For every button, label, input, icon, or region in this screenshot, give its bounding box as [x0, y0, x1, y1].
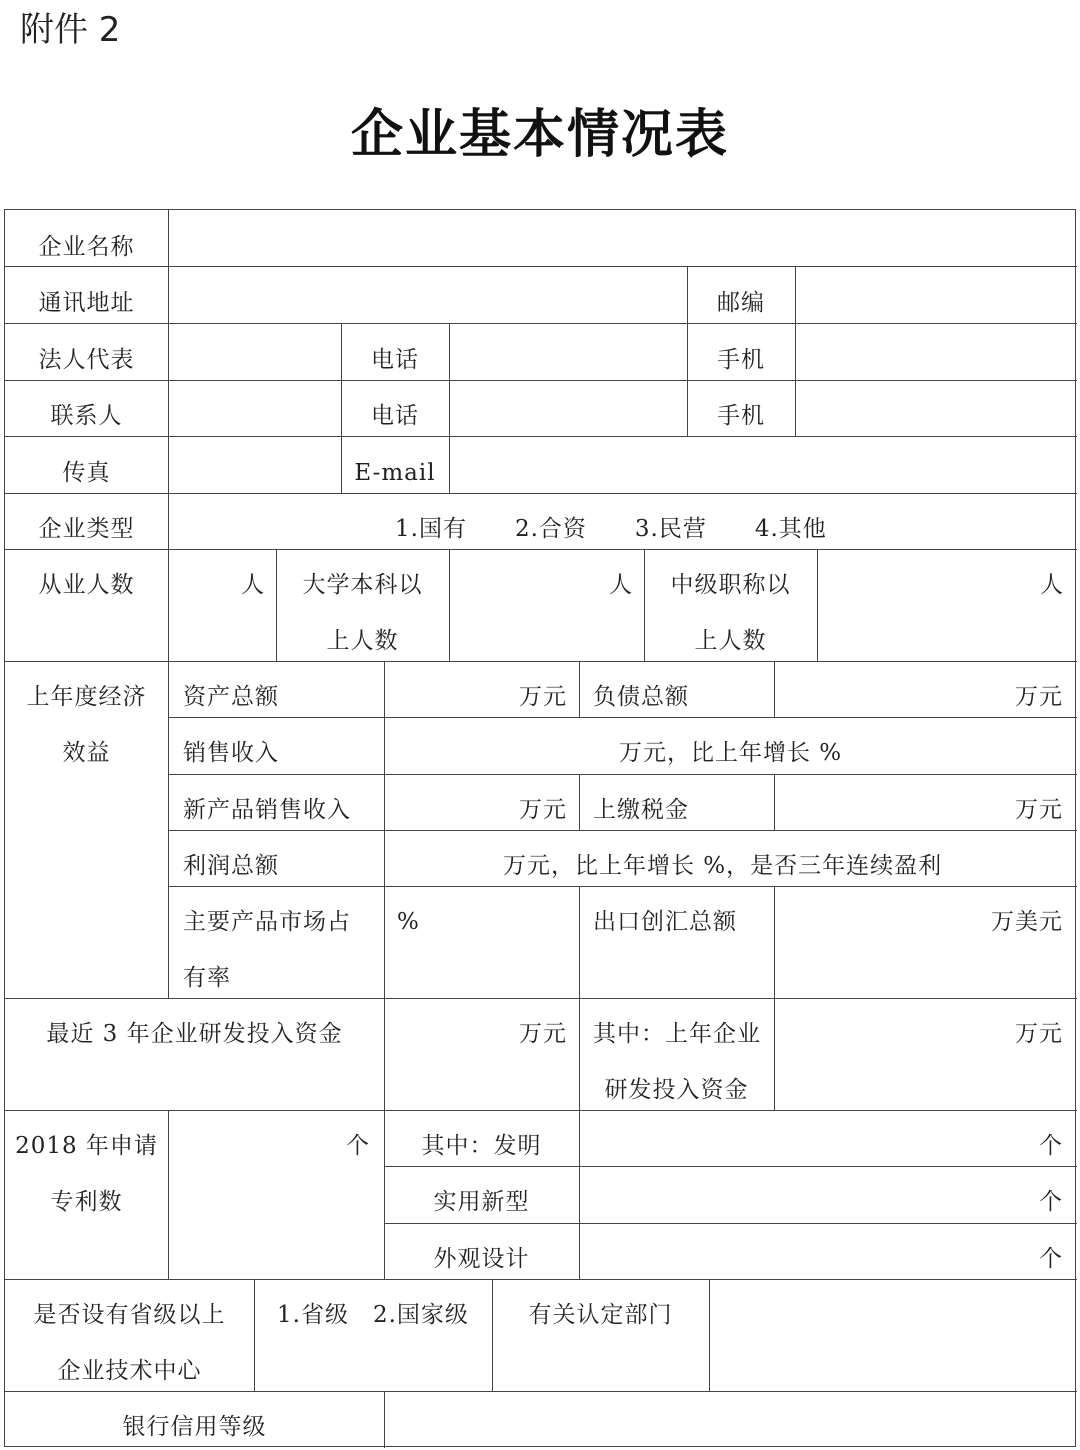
label-tax-paid: 上缴税金 [593, 797, 689, 823]
field-cert-dept[interactable] [710, 1280, 1076, 1390]
label-market-share-1: 主要产品市场占 [183, 909, 351, 935]
unit-employees: 人 [241, 572, 265, 598]
field-fax[interactable] [169, 437, 340, 492]
unit-tax-paid: 万元 [1015, 797, 1063, 823]
label-design: 外观设计 [433, 1246, 530, 1272]
label-rd-3yr: 最近 3 年企业研发投入资金 [46, 1021, 343, 1047]
label-email: E-mail [354, 460, 436, 486]
label-invention: 其中：发明 [421, 1133, 542, 1159]
label-legal-rep-phone: 电话 [371, 347, 419, 373]
unit-market-share: % [397, 909, 420, 935]
label-mid-title-1: 中级职称以 [670, 572, 791, 598]
profit-growth-text: 万元，比上年增长 %，是否三年连续盈利 [503, 853, 943, 879]
tech-center-levels[interactable]: 1.省级 2.国家级 [277, 1302, 469, 1328]
label-econ-2: 效益 [62, 740, 111, 766]
label-bachelor-2: 上人数 [326, 628, 399, 654]
form-title: 企业基本情况表 [350, 104, 729, 165]
company-type-options[interactable]: 1.国有 2.合资 3.民营 4.其他 [395, 516, 827, 542]
label-legal-rep: 法人代表 [38, 347, 135, 373]
field-company-name[interactable] [169, 211, 1075, 265]
field-email[interactable] [450, 437, 1076, 492]
label-market-share-2: 有率 [183, 965, 231, 991]
label-employees: 从业人数 [38, 572, 135, 598]
label-address: 通讯地址 [38, 290, 135, 316]
unit-new-product-sales: 万元 [519, 797, 567, 823]
sales-growth-text: 万元，比上年增长 % [619, 740, 843, 766]
attachment-label: 附件 2 [20, 10, 121, 50]
label-bachelor-1: 大学本科以 [302, 572, 423, 598]
field-contact-phone[interactable] [450, 381, 686, 435]
label-econ-1: 上年度经济 [26, 684, 147, 710]
label-patents-2: 专利数 [50, 1189, 123, 1215]
label-utility-model: 实用新型 [433, 1189, 530, 1215]
field-legal-rep-mobile[interactable] [796, 324, 1076, 379]
unit-invention: 个 [1039, 1133, 1063, 1159]
unit-mid-title: 人 [1040, 572, 1064, 598]
label-postcode: 邮编 [717, 290, 765, 316]
unit-bachelor: 人 [609, 572, 633, 598]
label-sales-income: 销售收入 [183, 740, 279, 766]
label-new-product-sales: 新产品销售收入 [183, 797, 351, 823]
label-total-profit: 利润总额 [183, 853, 279, 879]
label-total-liabilities: 负债总额 [593, 684, 689, 710]
label-company-name: 企业名称 [38, 234, 135, 260]
unit-design: 个 [1039, 1246, 1063, 1272]
label-tech-center-2: 企业技术中心 [57, 1358, 202, 1384]
label-total-assets: 资产总额 [183, 684, 279, 710]
field-address[interactable] [169, 267, 686, 322]
field-postcode[interactable] [796, 267, 1076, 322]
label-cert-dept: 有关认定部门 [528, 1302, 673, 1328]
unit-patents-total: 个 [346, 1133, 370, 1159]
unit-export-total: 万美元 [991, 909, 1063, 935]
unit-rd-3yr: 万元 [519, 1021, 567, 1047]
label-rd-lastyr-1: 其中：上年企业 [593, 1021, 761, 1047]
field-contact-mobile[interactable] [796, 381, 1076, 435]
field-legal-rep[interactable] [169, 324, 340, 379]
label-patents-1: 2018 年申请 [15, 1133, 158, 1159]
label-export-total: 出口创汇总额 [593, 909, 737, 935]
label-tech-center-1: 是否设有省级以上 [33, 1302, 226, 1328]
label-bank-credit: 银行信用等级 [122, 1414, 267, 1440]
label-fax: 传真 [62, 460, 111, 486]
label-contact-mobile: 手机 [717, 403, 765, 429]
field-bank-credit[interactable] [385, 1392, 1076, 1446]
field-contact[interactable] [169, 381, 340, 435]
label-rd-lastyr-2: 研发投入资金 [604, 1077, 749, 1103]
label-mid-title-2: 上人数 [694, 628, 767, 654]
unit-total-assets: 万元 [519, 684, 567, 710]
unit-total-liabilities: 万元 [1015, 684, 1063, 710]
label-contact: 联系人 [50, 403, 123, 429]
label-company-type: 企业类型 [38, 516, 135, 542]
unit-utility-model: 个 [1039, 1189, 1063, 1215]
field-legal-rep-phone[interactable] [450, 324, 686, 379]
label-legal-rep-mobile: 手机 [717, 347, 765, 373]
enterprise-info-form [4, 209, 1076, 1447]
unit-rd-lastyr: 万元 [1015, 1021, 1063, 1047]
label-contact-phone: 电话 [371, 403, 419, 429]
